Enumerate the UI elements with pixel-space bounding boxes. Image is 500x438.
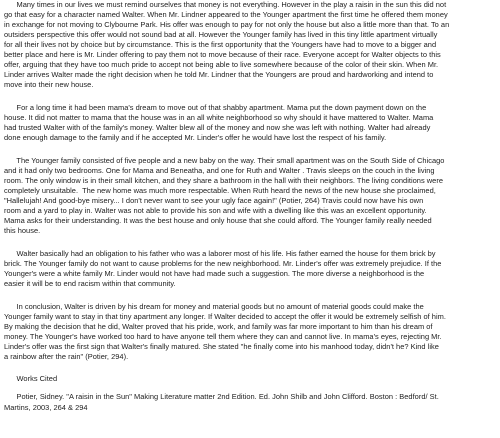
text-line: better place and here is Mr. Linder offering to pay them not to move because of their race. Everyone accept for Walter objects to this <box>4 50 441 60</box>
text-line: easier it will be to end racism within that community. <box>4 278 176 288</box>
text-line: done enough damage to the family and if he accepted Mr. Linder's offer he would have lost the respect of his family. <box>4 133 387 143</box>
text-line: room. The only window is in their small kitchen, and they share a bathroom in the hall with their neighbors. The living conditions were <box>4 175 443 185</box>
paragraph-conclusion <box>4 302 496 362</box>
paragraph-obligation <box>4 249 496 289</box>
citation-line: Martins, 2003, 264 & 294 <box>4 402 88 412</box>
text-line: Walter basically had an obligation to his father who was a laborer most of his life. His father earned the house for them brick by <box>4 248 436 258</box>
paragraph-gap <box>4 90 496 103</box>
works-cited-heading: Works Cited <box>4 374 58 384</box>
text-line: The Younger family consisted of five people and a new baby on the way. Their small apartment was on the South Side of Chicago <box>4 155 445 165</box>
text-line: Linder's offer was the first sign that Walter's finally matured. She stated "he finally come into his manhood today, didn't he? Kind like <box>4 341 439 351</box>
text-line: For a long time it had been mama's dream to move out of that shabby apartment. Mama put the down payment down on the <box>4 103 427 113</box>
text-line: completely unsuitable. The new home was much more respectable. When Ruth heard the news of the new house she proclaimed, <box>4 185 436 195</box>
text-line: Younger family want to stay in that tiny apartment any longer. If Walter decided to accept the offer it would be extremely selfish of him. <box>4 311 446 321</box>
text-line: a rainbow after the rain" (Potier, 294). <box>4 351 129 361</box>
text-line: and it had only two bedrooms. One for Mama and Beneatha, and one for Ruth and Walter . Travis sleeps on the couch in the living <box>4 165 435 175</box>
text-line: offer, arguing that they have too much pride to accept not being able to live somewhere because of the color of their skin. When Mr. <box>4 60 439 70</box>
paragraph-gap <box>4 236 496 249</box>
text-line: money. The Younger's have worked too hard to have anyone tell them where they can and cannot live. In mama's eyes, rejecting Mr. <box>4 331 442 341</box>
text-line: room and a yard to play in. Walter was not able to provide his son and wife with a dwelling like this was an excellent opportunity. <box>4 206 427 216</box>
paragraph-gap <box>4 384 496 392</box>
text-line: house. It did not matter to mama that the house was in an all white neighborhood so why should it have mattered to Walter. Mama <box>4 113 434 123</box>
text-line: "Hallelujah! And good-bye misery... I don't never want to see your ugly face again!" (Potier, 264) Travis could now have his own <box>4 195 424 205</box>
text-line: had trusted Walter with of the family's money. Walter blew all of the money and now she was left with nothing. Walter had already <box>4 123 431 133</box>
text-line: Younger's were a white family Mr. Linder would not have had made such a suggestion. The more diverse a neighborhood is the <box>4 268 425 278</box>
text-line: Mama asks for their understanding. It was the best house and only house that she could afford. The Younger family really needed <box>4 216 432 226</box>
text-line: move into their new house. <box>4 80 94 90</box>
paragraph-younger-family <box>4 156 496 236</box>
text-line: Linder arrives Walter made the right decision when he told Mr. Lindner that the Youngers are proud and hardworking and intend to <box>4 70 434 80</box>
text-line: outsiders perspective this offer would not sound bad at all. However the Younger family has lived in this tiny little apartment virtually <box>4 30 438 40</box>
text-line: go that easy for a character named Walter. When Mr. Lindner appeared to the Younger apartment the first time he offered them money <box>4 10 448 20</box>
text-line: in exchange for not moving to Clybourne Park. His offer was enough to pay for not only the house but also a little more than that. To an <box>4 20 450 30</box>
text-line: In conclusion, Walter is driven by his dream for money and material goods but no amount of material goods could make the <box>4 301 424 311</box>
paragraph-gap <box>4 143 496 156</box>
text-line: Many times in our lives we must remind ourselves that money is not everything. However in the play a raisin in the sun this did not <box>4 0 447 9</box>
paragraph-mamas-dream <box>4 103 496 143</box>
paragraph-intro <box>4 0 496 90</box>
paragraph-gap <box>4 289 496 302</box>
works-cited-section <box>4 374 496 384</box>
text-line: By making the decision that he did, Walter proved that his pride, work, and family was far more important to him than his dream of <box>4 321 433 331</box>
paragraph-gap <box>4 362 496 375</box>
text-line: this house. <box>4 226 41 236</box>
text-line: brick. The Younger family do not want to cause problems for the new neighborhood. Mr. Linder's offer was extremely prejudice. If the <box>4 258 442 268</box>
citation-line: Potier, Sidney. "A raisin in the Sun" Making Literature matter 2nd Edition. Ed. John Shilb and John Clifford. Boston : Bedford/ St. <box>4 392 439 402</box>
text-line: for all their lives not by choice but by circumstance. This is the first opportunity that the Youngers have had to move to a bigger and <box>4 40 437 50</box>
citation-entry <box>4 392 496 412</box>
